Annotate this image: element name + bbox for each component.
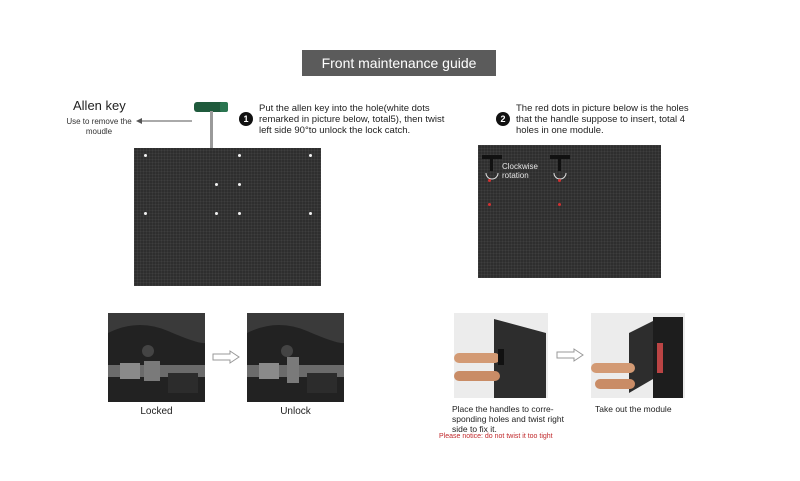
notice-text: Please notice: do not twist it too tight [439,433,553,440]
arrow-right-icon [212,350,240,364]
locked-caption: Locked [140,406,173,417]
red-hole-marker [558,203,561,206]
step-2-text: The red dots in picture below is the holes that the handle suppose to insert, total 4 holes in one module. [516,103,689,136]
hole-marker [215,183,218,186]
step-1-text: Put the allen key into the hole(white dots remarked in picture below, total5), then twist left side 90°to unlock the lock catch. [259,103,445,136]
page-title: Front maintenance guide [302,50,496,76]
red-hole-marker [558,179,561,182]
take-out-photo [591,313,685,398]
hole-marker [238,154,241,157]
hole-marker [238,212,241,215]
hole-marker [238,183,241,186]
place-handles-caption: Place the handles to corre- sponding holes and twist right side to fix it. [452,404,564,434]
unlock-caption: Unlock [280,406,311,417]
take-out-caption: Take out the module [595,404,672,414]
hole-marker [215,212,218,215]
place-handles-photo [454,313,548,398]
locked-photo [108,313,205,402]
unlock-photo [247,313,344,402]
allen-key-subtitle: Use to remove the moudle [66,117,132,136]
hole-marker [309,212,312,215]
pointer-arrow [136,116,196,126]
red-hole-marker [488,179,491,182]
hole-marker [309,154,312,157]
hole-marker [144,154,147,157]
hole-marker [144,212,147,215]
led-module-panel-left [134,148,321,286]
led-module-panel-right [478,145,661,278]
allen-key-title: Allen key [73,98,126,113]
red-hole-marker [488,203,491,206]
step-2-badge: 2 [496,112,510,126]
step-1-badge: 1 [239,112,253,126]
handle-icon [480,151,504,181]
arrow-right-icon [556,348,584,362]
rotation-label: Clockwise rotation [502,162,539,180]
